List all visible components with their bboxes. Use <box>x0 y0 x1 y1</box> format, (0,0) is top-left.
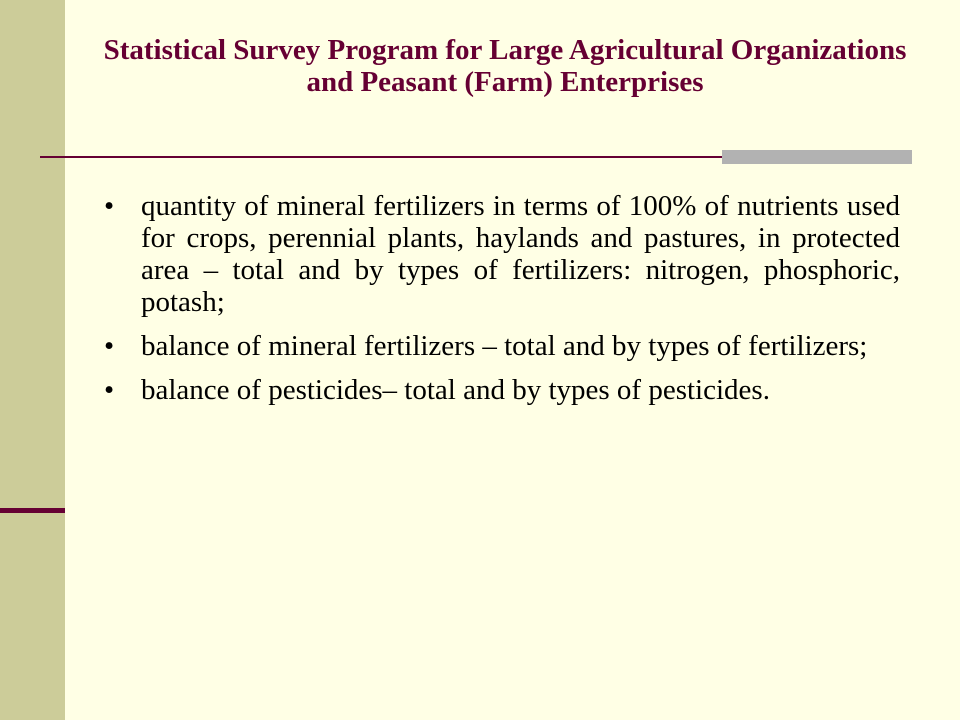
bullet-text: quantity of mineral fertilizers in terms of 100% of nutrients used for crops, perennial plants, haylands and pastures, in protected area – total and by types of fertilizers: nitrogen, phosphoric, potash; <box>141 190 900 318</box>
bullet-icon: • <box>104 190 115 222</box>
bullet-text: balance of mineral fertilizers – total and by types of fertilizers; <box>141 330 868 362</box>
bullet-icon: • <box>104 374 115 406</box>
bullet-icon: • <box>104 330 115 362</box>
bullet-item <box>100 374 900 406</box>
slide-title: Statistical Survey Program for Large Agricultural Organizations and Peasant (Farm) Enterprises <box>103 34 907 98</box>
title-divider-accent <box>722 150 912 164</box>
bullet-item <box>100 190 900 318</box>
left-side-band <box>0 0 65 720</box>
bullet-text: balance of pesticides– total and by types of pesticides. <box>141 374 770 406</box>
bullet-item <box>100 330 900 362</box>
bullet-list <box>100 190 900 418</box>
left-accent-bar <box>0 508 65 513</box>
